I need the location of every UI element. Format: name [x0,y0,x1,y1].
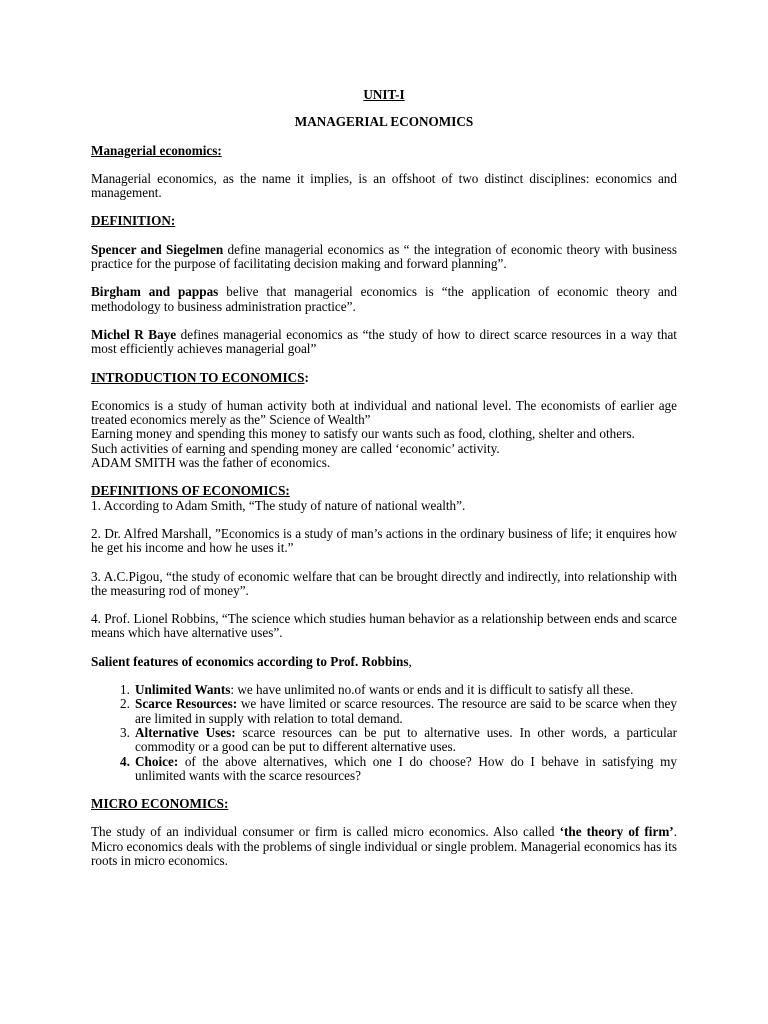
intro-heading: INTRODUCTION TO ECONOMICS: [91,369,309,385]
author-baye: Michel R Baye [91,326,177,342]
definition-birgham: Birgham and pappas belive that managerial economics is “the application of economic theory and methodology to business administration practice”. [91,284,677,314]
list-item: 3. Alternative Uses: scarce resources can be put to alternative uses. In other words, a particular commodity or a good can be put to different alternative uses. [120,724,677,755]
list-item: 2. Scarce Resources: we have limited or scarce resources. The resource are said to be scarce when they are limited in supply with relation to total demand. [120,696,677,726]
definition-smith: 1. According to Adam Smith, “The study of nature of national wealth”. [91,497,466,513]
features-list [91,683,677,783]
unit-title: UNIT-I [363,87,405,102]
page-title: MANAGERIAL ECONOMICS [294,114,474,130]
definition-robbins: 4. Prof. Lionel Robbins, “The science which studies human behavior as a relationship between ends and scarce means which have alternative uses”. [91,611,677,641]
intro-paragraph-2: Earning money and spending this money to satisfy our wants such as food, clothing, shelter and others. [91,426,635,442]
definition-baye: Michel R Baye defines managerial economics as “the study of how to direct scarce resources in a way that most efficiently achieves managerial goal” [91,326,677,357]
list-item: 4. Choice: of the above alternatives, which one I do choose? How do I behave in satisfying my unlimited wants with the scarce resources? [120,753,677,783]
micro-paragraph: The study of an individual consumer or firm is called micro economics. Also called ‘the theory of firm’. Micro economics deals with the problems of single individual or single problem. Managerial economics has its roots in micro economics. [91,824,677,868]
definition-pigou: 3. A.C.Pigou, “the study of economic welfare that can be brought directly and indirectly, into relationship with the measuring rod of money”. [91,568,677,598]
intro-paragraph-1: Economics is a study of human activity both at individual and national level. The economists of earlier age treated economics merely as the” Science of Wealth” [91,397,677,428]
definition-spencer: Spencer and Siegelmen define managerial economics as “ the integration of economic theory with business practice for the purpose of facilitating decision making and forward planning”. [91,241,678,272]
managerial-heading: Managerial economics: [91,142,222,158]
author-spencer: Spencer and Siegelmen [91,241,224,257]
list-item: 1. Unlimited Wants: we have unlimited no.of wants or ends and it is difficult to satisfy all these. [120,682,634,698]
micro-heading: MICRO ECONOMICS: [91,796,229,812]
document-page [91,86,677,868]
managerial-paragraph: Managerial economics, as the name it implies, is an offshoot of two distinct disciplines: economics and management. [91,170,677,201]
intro-paragraph-4: ADAM SMITH was the father of economics. [91,455,331,471]
salient-heading: Salient features of economics according to Prof. Robbins, [91,653,412,669]
definition-marshall: 2. Dr. Alfred Marshall, ”Economics is a study of man’s actions in the ordinary business of life; it enquires how he get his income and how he uses it.” [91,525,677,556]
definition-heading: DEFINITION: [91,213,176,229]
author-birgham: Birgham and pappas [91,284,219,300]
definitions-heading: DEFINITIONS OF ECONOMICS: [91,483,290,499]
intro-paragraph-3: Such activities of earning and spending money are called ‘economic’ activity. [91,440,500,456]
